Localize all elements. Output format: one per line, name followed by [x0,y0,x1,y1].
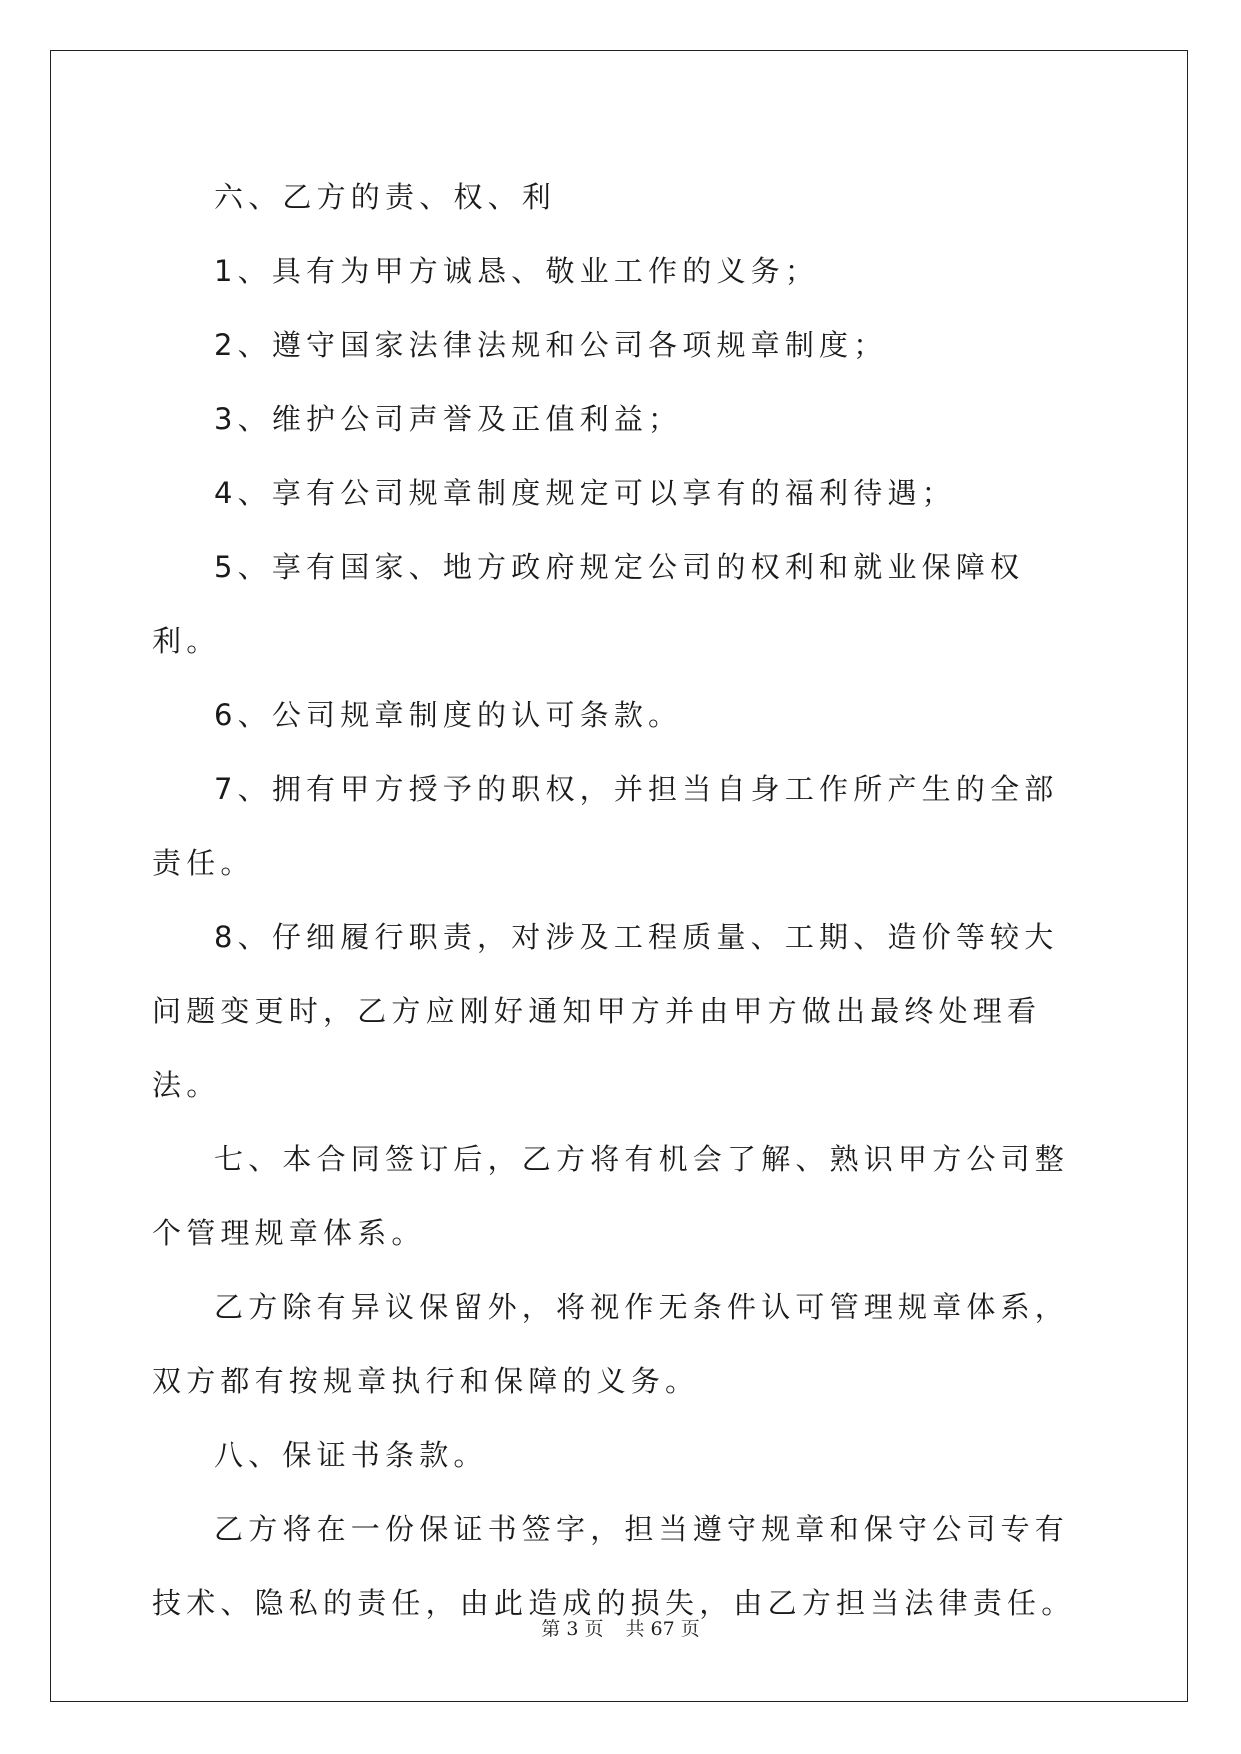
clause-1: 1、具有为甲方诚恳、敬业工作的义务； [214,254,820,288]
page-number: 第 3 页 [541,1618,604,1640]
section-7-paragraph: 七、本合同签订后，乙方将有机会了解、熟识甲方公司整个管理规章体系。 [152,1142,1070,1250]
section-heading-8: 八、保证书条款。 [214,1438,488,1472]
document-body [152,160,1092,1640]
clause-5: 5、享有国家、地方政府规定公司的权利和就业保障权利。 [152,550,1025,658]
clause-3: 3、维护公司声誉及正值利益； [214,402,683,436]
clause-2: 2、遵守国家法律法规和公司各项规章制度； [214,328,888,362]
clause-4: 4、享有公司规章制度规定可以享有的福利待遇； [214,476,956,510]
clause-8: 8、仔细履行职责，对涉及工程质量、工期、造价等较大问题变更时，乙方应刚好通知甲方并由甲方做出最终处理看法。 [152,920,1059,1102]
acceptance-paragraph: 乙方除有异议保留外，将视作无条件认可管理规章体系，双方都有按规章执行和保障的义务。 [152,1290,1070,1398]
page-footer [0,1614,1241,1641]
guarantee-paragraph: 乙方将在一份保证书签字，担当遵守规章和保守公司专有技术、隐私的责任，由此造成的损失，由乙方担当法律责任。 [152,1512,1076,1620]
section-heading-6: 六、乙方的责、权、利 [214,180,557,214]
clause-7: 7、拥有甲方授予的职权，并担当自身工作所产生的全部责任。 [152,772,1059,880]
page-total: 共 67 页 [625,1618,700,1640]
clause-6: 6、公司规章制度的认可条款。 [214,698,683,732]
